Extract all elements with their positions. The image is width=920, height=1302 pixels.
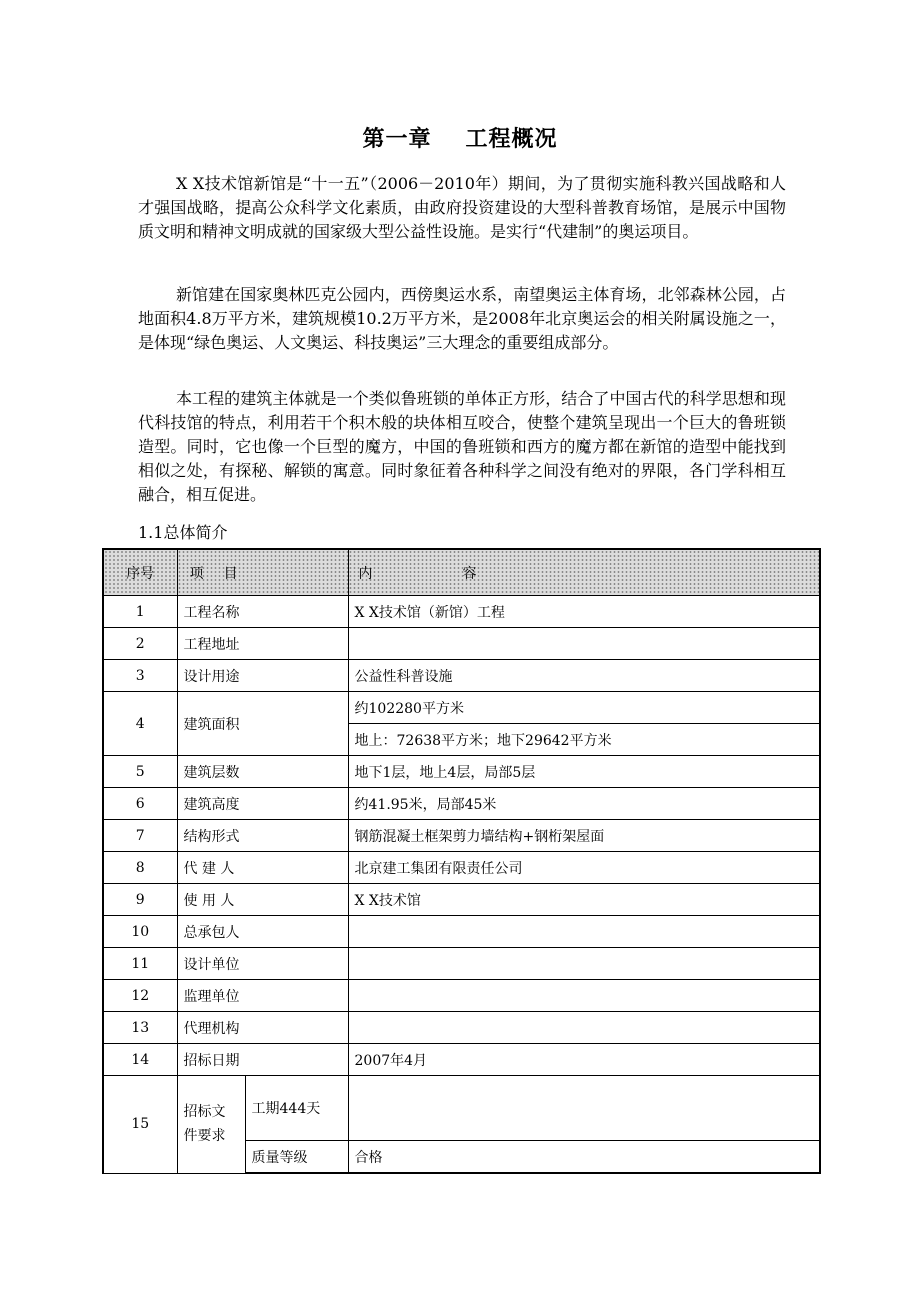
row-content <box>348 1012 820 1044</box>
header-content: 内 容 <box>348 549 820 596</box>
table-row <box>103 1076 820 1141</box>
row-item: 建筑面积 <box>177 692 348 756</box>
row-number: 5 <box>103 756 177 788</box>
table-row <box>103 1044 820 1076</box>
table-row <box>103 948 820 980</box>
table-row <box>103 692 820 724</box>
row-number: 7 <box>103 820 177 852</box>
table-row <box>103 916 820 948</box>
header-number: 序号 <box>103 549 177 596</box>
row-content: X X技术馆（新馆）工程 <box>348 596 820 628</box>
row-number: 6 <box>103 788 177 820</box>
row-content: 地下1层，地上4层，局部5层 <box>348 756 820 788</box>
row-number: 3 <box>103 660 177 692</box>
row-number: 14 <box>103 1044 177 1076</box>
row-content: 合格 <box>348 1141 820 1174</box>
row-item: 工程名称 <box>177 596 348 628</box>
table-header-row <box>103 549 820 596</box>
row-content-detail: 地上：72638平方米；地下29642平方米 <box>348 724 820 756</box>
row-item: 代理机构 <box>177 1012 348 1044</box>
chapter-title <box>0 122 920 153</box>
row-content <box>348 948 820 980</box>
row-item: 工程地址 <box>177 628 348 660</box>
row-content: 约102280平方米 <box>348 692 820 724</box>
row-number: 8 <box>103 852 177 884</box>
row-content <box>348 980 820 1012</box>
chapter-number: 第一章 <box>362 127 432 152</box>
row-content: 2007年4月 <box>348 1044 820 1076</box>
row-content: 北京建工集团有限责任公司 <box>348 852 820 884</box>
row-item: 使 用 人 <box>177 884 348 916</box>
row-item: 建筑层数 <box>177 756 348 788</box>
row-number: 4 <box>103 692 177 756</box>
paragraph-location: 新馆建在国家奥林匹克公园内，西傍奥运水系，南望奥运主体育场，北邻森林公园，占地面积4.8万平方米，建筑规模10.2万平方米，是2008年北京奥运会的相关附属设施之一，是体现“绿色奥运、人文奥运、科技奥运”三大理念的重要组成部分。 <box>138 285 786 352</box>
row-number: 1 <box>103 596 177 628</box>
table-row <box>103 788 820 820</box>
row-item: 总承包人 <box>177 916 348 948</box>
section-heading: 1.1总体简介 <box>138 523 228 542</box>
paragraph-intro: X X技术馆新馆是“十一五”（2006－2010年）期间，为了贯彻实施科教兴国战略和人才强国战略，提高公众科学文化素质，由政府投资建设的大型科普教育场馆，是展示中国物质文明和精神文明成就的国家级大型公益性设施。是实行“代建制”的奥运项目。 <box>138 174 786 241</box>
row-number: 11 <box>103 948 177 980</box>
header-item: 项 目 <box>177 549 348 596</box>
table-row <box>103 852 820 884</box>
row-number: 9 <box>103 884 177 916</box>
table-row <box>103 884 820 916</box>
row-sub-label: 质量等级 <box>245 1141 348 1174</box>
row-number: 12 <box>103 980 177 1012</box>
row-sub-label: 工期444天 <box>245 1076 348 1141</box>
table-row <box>103 980 820 1012</box>
table-row <box>103 820 820 852</box>
row-number: 10 <box>103 916 177 948</box>
row-content <box>348 916 820 948</box>
row-item: 招标文件要求 <box>177 1076 245 1174</box>
row-item: 建筑高度 <box>177 788 348 820</box>
row-item: 代 建 人 <box>177 852 348 884</box>
row-content: 钢筋混凝土框架剪力墙结构+钢桁架屋面 <box>348 820 820 852</box>
row-number: 13 <box>103 1012 177 1044</box>
row-item: 设计用途 <box>177 660 348 692</box>
table-row <box>103 756 820 788</box>
chapter-name: 工程概况 <box>465 127 558 152</box>
row-content: 公益性科普设施 <box>348 660 820 692</box>
row-item: 结构形式 <box>177 820 348 852</box>
paragraph-architecture: 本工程的建筑主体就是一个类似鲁班锁的单体正方形，结合了中国古代的科学思想和现代科技馆的特点，利用若干个积木般的块体相互咬合，使整个建筑呈现出一个巨大的鲁班锁造型。同时，它也像一个巨型的魔方，中国的鲁班锁和西方的魔方都在新馆的造型中能找到相似之处，有探秘、解锁的寓意。同时象征着各种科学之间没有绝对的界限，各门学科相互融合，相互促进。 <box>138 389 786 504</box>
table-row <box>103 660 820 692</box>
table-row <box>103 1012 820 1044</box>
table-row <box>103 628 820 660</box>
row-content <box>348 1076 820 1141</box>
row-number: 15 <box>103 1076 177 1174</box>
row-item: 监理单位 <box>177 980 348 1012</box>
row-content: X X技术馆 <box>348 884 820 916</box>
project-overview-table <box>102 548 821 1174</box>
row-item: 设计单位 <box>177 948 348 980</box>
row-number: 2 <box>103 628 177 660</box>
table-row <box>103 596 820 628</box>
row-item: 招标日期 <box>177 1044 348 1076</box>
row-content <box>348 628 820 660</box>
row-content: 约41.95米，局部45米 <box>348 788 820 820</box>
